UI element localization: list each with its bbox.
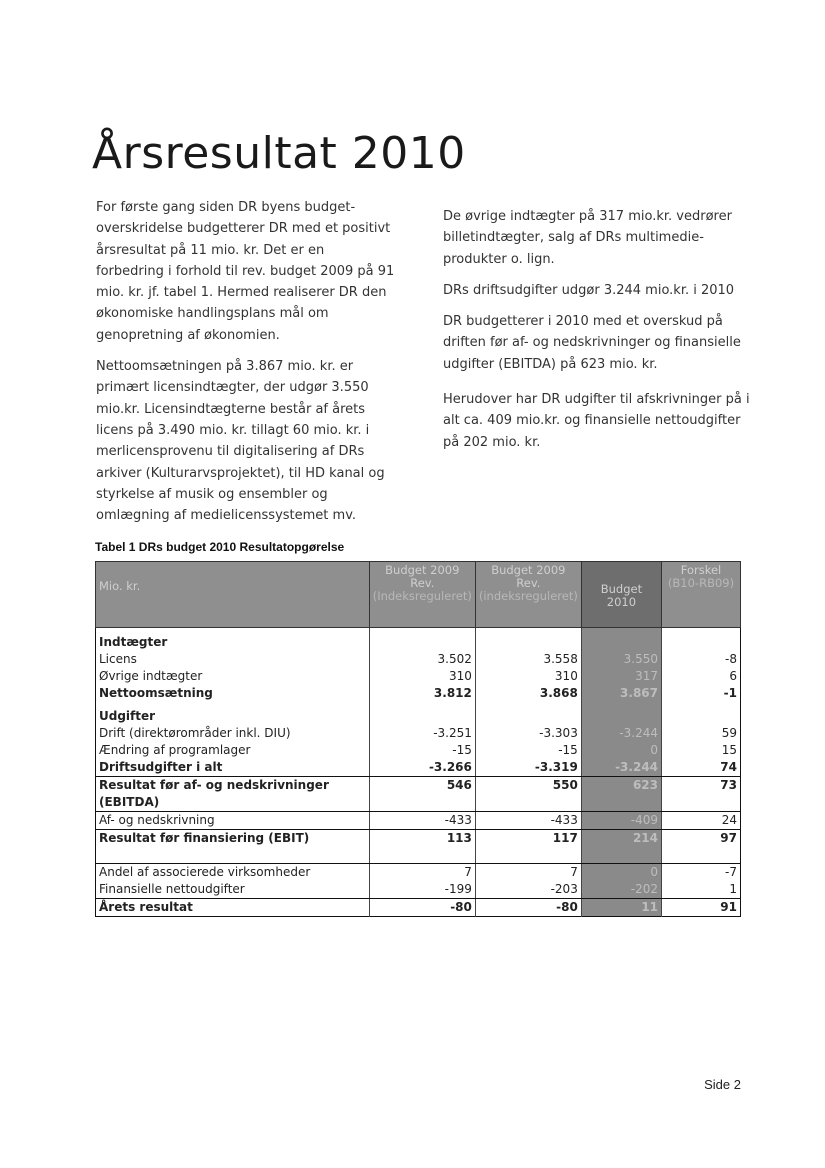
row-label: Driftsudgifter i alt — [96, 759, 370, 777]
table-row — [96, 777, 741, 812]
cell: 546 — [369, 777, 475, 812]
cell: 1 — [662, 881, 741, 899]
cell: 15 — [662, 742, 741, 759]
header-main: Budget 2010 — [600, 581, 643, 609]
cell: -433 — [475, 812, 581, 830]
cell: 74 — [662, 759, 741, 777]
table-row — [96, 742, 741, 759]
cell: 11 — [581, 899, 661, 917]
cell: -433 — [369, 812, 475, 830]
cell: 6 — [662, 668, 741, 685]
cell: 97 — [662, 830, 741, 864]
table-row — [96, 759, 741, 777]
cell: 3.502 — [369, 651, 475, 668]
cell — [662, 628, 741, 652]
cell: -3.251 — [369, 725, 475, 742]
cell — [662, 702, 741, 725]
header-mio-kr: Mio. kr. — [96, 562, 370, 628]
cell: -15 — [475, 742, 581, 759]
table-caption: Tabel 1 DRs budget 2010 Resultatopgørelse — [95, 540, 345, 554]
cell: 117 — [475, 830, 581, 864]
header-budget-2010 — [581, 562, 661, 628]
cell — [475, 628, 581, 652]
table-row — [96, 899, 741, 917]
cell: -7 — [662, 864, 741, 882]
paragraph: Herudover har DR udgifter til afskrivninger på i alt ca. 409 mio.kr. og finansielle nettoudgifter på 202 mio. kr. — [443, 392, 750, 450]
page-title: Årsresultat 2010 — [92, 128, 466, 179]
cell: -3.244 — [581, 725, 661, 742]
cell — [369, 628, 475, 652]
table-row — [96, 881, 741, 899]
row-label: Drift (direktørområder inkl. DIU) — [99, 726, 291, 740]
cell: 214 — [581, 830, 661, 864]
cell: 550 — [475, 777, 581, 812]
row-label: Udgifter — [99, 709, 156, 723]
cell: -80 — [369, 899, 475, 917]
cell: 113 — [369, 830, 475, 864]
cell: 3.558 — [475, 651, 581, 668]
cell: -202 — [581, 881, 661, 899]
row-label: Øvrige indtægter — [99, 669, 203, 683]
row-label: Andel af associerede virksomheder — [99, 865, 311, 879]
cell — [581, 628, 661, 652]
row-label: Finansielle nettoudgifter — [96, 881, 370, 899]
cell: -1 — [662, 685, 741, 702]
cell: 310 — [475, 668, 581, 685]
cell: -3.319 — [475, 759, 581, 777]
row-label: Resultat før finansiering (EBIT) — [96, 830, 370, 864]
cell — [369, 702, 475, 725]
table-row — [96, 864, 741, 882]
cell: 3.868 — [475, 685, 581, 702]
table-header-row — [96, 562, 741, 628]
table-row — [96, 685, 741, 702]
header-main: Budget 2009 Rev. — [491, 563, 566, 590]
header-sub: (indeksreguleret) — [478, 589, 578, 603]
header-sub: (B10-RB09) — [667, 576, 735, 590]
cell: -80 — [475, 899, 581, 917]
cell: 0 — [581, 864, 661, 882]
cell — [475, 702, 581, 725]
table-row — [96, 668, 741, 685]
cell: 24 — [662, 812, 741, 830]
cell: -203 — [475, 881, 581, 899]
paragraph: DR budgetterer i 2010 med et overskud på driften før af- og nedskrivninger og finansielle udgifter (EBITDA) på 623 mio. kr. — [443, 314, 741, 372]
header-main: Budget 2009 Rev. — [385, 563, 460, 590]
cell — [581, 702, 661, 725]
row-label: Af- og nedskrivning — [96, 812, 370, 830]
cell: 317 — [581, 668, 661, 685]
cell: 7 — [475, 864, 581, 882]
paragraph: For første gang siden DR byens budget-overskridelse budgetterer DR med et positivt årsresultat på 11 mio. kr. Det er en forbedring i forhold til rev. budget 2009 på 91 mio. kr. jf. tabel 1. Hermed realiserer DR den økonomiske handlingsplans mål om genopretning af økonomien. — [96, 200, 395, 343]
cell: 59 — [662, 725, 741, 742]
cell: -8 — [662, 651, 741, 668]
table-row — [96, 628, 741, 652]
row-label: Årets resultat — [99, 900, 193, 914]
table-row — [96, 725, 741, 742]
cell: 3.550 — [581, 651, 661, 668]
cell: 0 — [581, 742, 661, 759]
table-row — [96, 702, 741, 725]
cell: -409 — [581, 812, 661, 830]
row-label: Indtægter — [99, 635, 168, 649]
header-budget-2009-b — [475, 562, 581, 628]
cell: 3.867 — [581, 685, 661, 702]
header-sub: (Indeksreguleret) — [372, 589, 472, 603]
cell: -15 — [369, 742, 475, 759]
cell: 7 — [369, 864, 475, 882]
results-table — [95, 561, 741, 917]
table-row — [96, 812, 741, 830]
left-column — [96, 197, 396, 536]
row-label: Ændring af programlager — [99, 743, 251, 757]
right-column — [443, 206, 753, 463]
table-row — [96, 651, 741, 668]
header-forskel — [662, 562, 741, 628]
page-number: Side 2 — [704, 1077, 741, 1092]
row-label: Licens — [99, 652, 137, 666]
header-main: Forskel — [680, 563, 722, 577]
row-label: Nettoomsætning — [99, 686, 213, 700]
table-row — [96, 830, 741, 864]
row-label: Resultat før af- og nedskrivninger (EBITDA) — [96, 777, 370, 812]
cell: -199 — [369, 881, 475, 899]
cell: -3.244 — [581, 759, 661, 777]
paragraph: DRs driftsudgifter udgør 3.244 mio.kr. i 2010 — [443, 282, 735, 298]
cell: 91 — [662, 899, 741, 917]
paragraph: Nettoomsætningen på 3.867 mio. kr. er primært licensindtægter, der udgør 3.550 mio.kr. Licensindtægterne består af årets licens på 3.490 mio. kr. tillagt 60 mio. kr. i merlicensprovenu til digitalisering af DRs arkiver (Kulturarvsprojektet), til HD kanal og styrkelse af musik og ensembler og omlægning af medielicenssystemet mv. — [96, 359, 385, 524]
cell: -3.266 — [369, 759, 475, 777]
header-budget-2009-a — [369, 562, 475, 628]
cell: 310 — [369, 668, 475, 685]
cell: -3.303 — [475, 725, 581, 742]
cell: 73 — [662, 777, 741, 812]
cell: 3.812 — [369, 685, 475, 702]
paragraph: De øvrige indtægter på 317 mio.kr. vedrører billetindtægter, salg af DRs multimedie-produkter o. lign. — [443, 209, 732, 267]
cell: 623 — [581, 777, 661, 812]
